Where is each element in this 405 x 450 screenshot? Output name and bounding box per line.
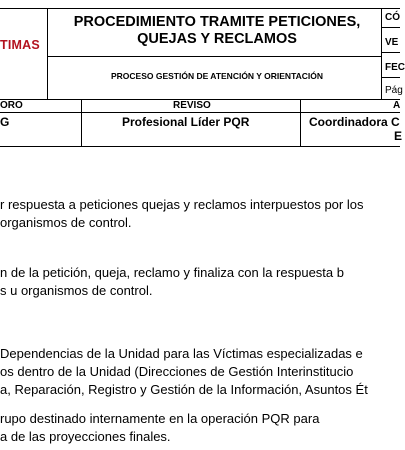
logo-text: TIMAS — [0, 38, 40, 52]
group-paragraph — [0, 410, 400, 446]
document-title — [52, 14, 382, 48]
meta-row-divider-3 — [381, 77, 400, 78]
objective-line-1: r respuesta a peticiones quejas y reclamos interpuestos por los — [0, 197, 364, 212]
scope-line-1: n de la petición, queja, reclamo y finaliza con la respuesta b — [0, 265, 344, 280]
approval-header-elaboro: ORO — [0, 100, 23, 111]
approval-value-elaboro: G — [0, 115, 10, 129]
scope-paragraph — [0, 264, 400, 300]
title-subtitle-divider — [47, 56, 381, 57]
approval-header-reviso: REVISO — [173, 100, 211, 111]
scope-line-2: s u organismos de control. — [0, 283, 153, 298]
group-line-2: a de las proyecciones finales. — [0, 429, 171, 444]
approval-value-reviso: Profesional Líder PQR — [122, 115, 250, 129]
meta-page-label: Pág — [385, 85, 403, 96]
definitions-paragraph — [0, 345, 400, 399]
meta-code-label: CÓ — [385, 12, 400, 23]
approval-col-divider-1 — [81, 99, 82, 147]
approval-header-aprobo: A — [393, 100, 401, 111]
objective-line-2: organismos de control. — [0, 215, 132, 230]
approval-header-bottom — [0, 112, 400, 113]
meta-row-divider-1 — [381, 27, 400, 28]
objective-paragraph — [0, 196, 400, 232]
definitions-line-3: a, Reparación, Registro y Gestión de la Información, Asuntos Ét — [0, 382, 368, 397]
approval-value-aprobo-line2: E — [394, 129, 403, 143]
group-line-1: rupo destinado internamente en la operación PQR para — [0, 411, 320, 426]
definitions-line-2: os dentro de la Unidad (Direcciones de Gestión Interinstitucio — [0, 364, 354, 379]
meta-date-label: FEC — [385, 62, 405, 73]
meta-row-divider-2 — [381, 52, 400, 53]
process-subtitle: PROCESO GESTIÓN DE ATENCIÓN Y ORIENTACIÓN — [110, 71, 324, 81]
header-top-border — [0, 8, 400, 9]
approval-col-divider-2 — [300, 99, 301, 147]
meta-version-label: VE — [385, 37, 399, 48]
title-line-1: PROCEDIMIENTO TRAMITE PETICIONES, — [73, 14, 361, 30]
header-divider-left — [47, 8, 48, 99]
title-line-2: QUEJAS Y RECLAMOS — [137, 31, 297, 47]
approval-table-bottom — [0, 146, 400, 147]
definitions-line-1: Dependencias de la Unidad para las Víctimas especializadas e — [0, 346, 363, 361]
approval-value-aprobo: Coordinadora C — [309, 115, 400, 129]
